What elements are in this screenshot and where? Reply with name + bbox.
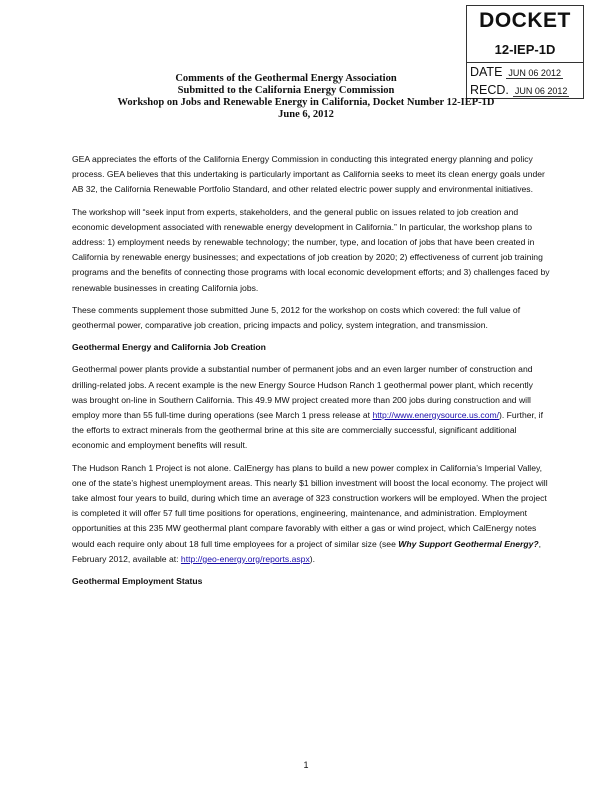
docket-date-label: DATE [470,65,503,79]
title-line-1: Comments of the Geothermal Energy Association [175,73,397,84]
docket-number: 12-IEP-1D [494,42,556,57]
energysource-link[interactable]: http://www.energysource.us.com/ [372,410,500,421]
paragraph-text: The Hudson Ranch 1 Project is not alone. CalEnergy has plans to build a new power complex in California’s Imperial Valley, one of the state’s highest unemployment areas. This nearly $1 billion investment will boost the local economy. The project will take almost four years to build, during which time an average of 323 construction workers will be employed. When the project is completed it will offer 57 full time positions for operations, engineering, maintenance, and administration. Employment opportunities at this 235 MW geothermal plant compare favorably with either a gas or wind project, which CalEnergy notes would each require only about 18 full time employees for a project of similar size (see [72,462,548,549]
paragraph-intro: GEA appreciates the efforts of the California Energy Commission in conducting this integrated energy planning and policy process. GEA believes that this undertaking is particularly important as California seeks to meet its clean energy goals under AB 32, the California Renewable Portfolio Standard, and other related electric power supply and environmental initiatives. [72,154,545,195]
section-heading-employment-status: Geothermal Employment Status [72,576,203,587]
paragraph-hudson-ranch [72,362,550,453]
document-body [72,152,550,596]
paragraph-text: , February 2012, available at: [72,538,542,564]
docket-received-value: JUN 06 2012 [514,86,568,96]
paragraph-supplement: These comments supplement those submitted June 5, 2012 for the workshop on costs which covered: the full value of geothermal power, comparative job creation, pricing impacts and policy, system integration, and transmission. [72,304,521,331]
paragraph-text: ). [309,553,315,564]
title-line-3: Workshop on Jobs and Renewable Energy in California, Docket Number 12-IEP-1D [117,97,495,108]
paragraph-workshop: The workshop will “seek input from experts, stakeholders, and the general public on issues related to job creation and economic development associated with renewable energy development in California.” In particular, the workshop plans to address: 1) employment needs by renewable technology; the number, type, and location of jobs that have been created in California by renewable energy businesses; and expectations of job creation by 2020; 2) effectiveness of current job training programs and the benefits of connecting those programs with local economic development efforts; and 3) challenges faced by renewable businesses in creating California jobs. [72,206,550,293]
paragraph-text: ). Further, if the efforts to extract minerals from the geothermal brine at this site are commercially successful, significant additional economic and employment benefits will result. [72,410,543,451]
docket-date-value: JUN 06 2012 [508,68,561,78]
title-date: June 6, 2012 [278,109,334,120]
docket-received-label: RECD. [470,83,509,97]
docket-divider [467,62,583,63]
section-heading-job-creation: Geothermal Energy and California Job Creation [72,342,266,353]
paragraph-text: Geothermal power plants provide a substantial number of permanent jobs and an even larger number of construction and drilling-related jobs. A recent example is the new Energy Source Hudson Ranch 1 geothermal power plant, which recently was brought on-line in Southern California. This 49.9 MW project created more than 200 jobs during construction and will employ more than 55 full-time during operations (see March 1 press release at [72,364,533,421]
page-number: 1 [303,760,309,770]
paragraph-calenergy [72,461,550,567]
report-title: Why Support Geothermal Energy? [398,538,539,549]
title-line-2: Submitted to the California Energy Commission [177,85,395,96]
docket-title: DOCKET [479,9,571,32]
geo-energy-reports-link[interactable]: http://geo-energy.org/reports.aspx [180,553,310,564]
